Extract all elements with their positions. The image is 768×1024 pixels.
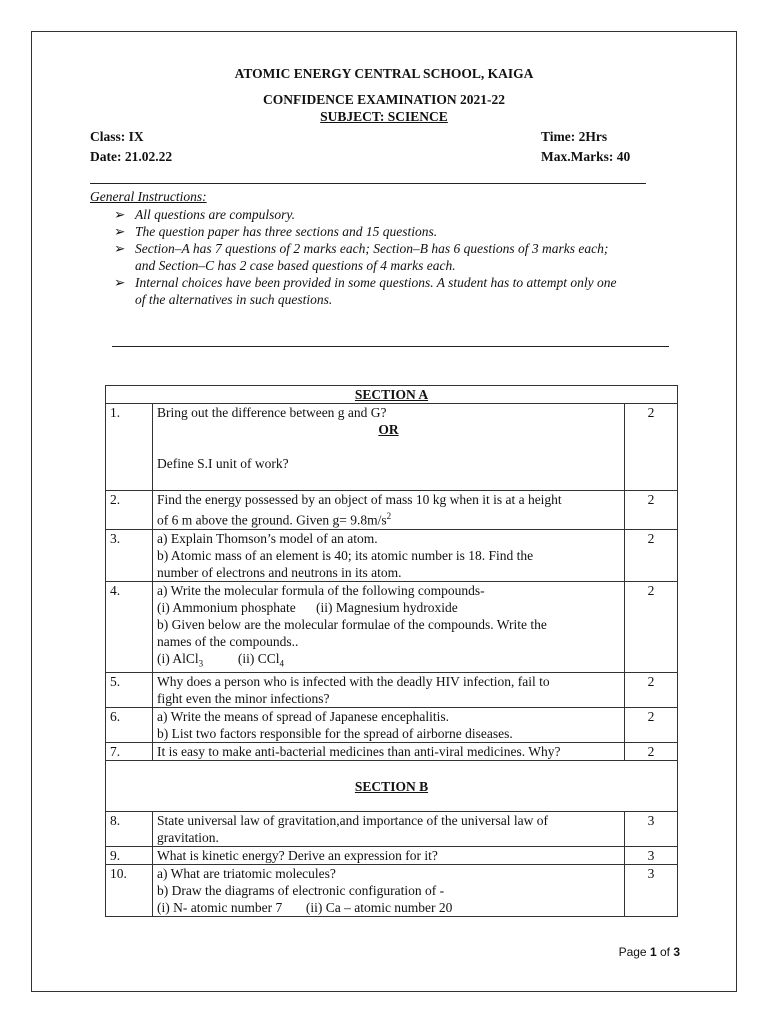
table-row — [106, 708, 678, 743]
section-a-header-row — [106, 386, 678, 404]
marks: 2 — [625, 743, 678, 761]
question-line: b) Given below are the molecular formulae of the compounds. Write the — [157, 616, 547, 632]
marks: 3 — [625, 847, 678, 865]
page-prefix: Page — [618, 945, 650, 959]
question-text — [153, 491, 625, 530]
question-number: 3. — [106, 529, 153, 581]
instruction-text: Section–A has 7 questions of 2 marks each; Section–B has 6 questions of 3 marks each; — [135, 241, 609, 256]
instruction-item — [114, 206, 684, 223]
question-text — [153, 743, 625, 761]
instruction-item — [114, 240, 684, 257]
exam-title: CONFIDENCE EXAMINATION 2021-22 — [262, 92, 505, 107]
subject-title: SUBJECT: SCIENCE — [320, 109, 448, 124]
question-line — [157, 650, 620, 673]
section-b-header-row — [106, 761, 678, 812]
question-line: names of the compounds.. — [157, 633, 299, 649]
question-number: 1. — [106, 404, 153, 491]
table-row — [106, 743, 678, 761]
page-of: of — [656, 945, 674, 959]
section-a-title: SECTION A — [106, 386, 678, 404]
question-line: a) What are triatomic molecules? — [157, 866, 336, 882]
arrow-bullet-icon: ➢ — [114, 207, 126, 222]
instruction-text: and Section–C has 2 case based questions of 4 marks each. — [135, 258, 456, 273]
arrow-bullet-icon: ➢ — [114, 241, 126, 256]
question-line: (i) N- atomic number 7 (ii) Ca – atomic number 20 — [157, 900, 453, 916]
question-number: 7. — [106, 743, 153, 761]
question-number: 8. — [106, 812, 153, 847]
instruction-text: The question paper has three sections and 15 questions. — [135, 224, 438, 239]
question-number: 4. — [106, 581, 153, 673]
question-text — [153, 404, 625, 491]
arrow-bullet-icon: ➢ — [114, 275, 126, 290]
page-total: 3 — [673, 945, 680, 959]
question-line-text: of 6 m above the ground. Given g= 9.8m/s — [157, 512, 387, 528]
instruction-item-continued — [114, 257, 684, 274]
question-number: 5. — [106, 673, 153, 708]
table-row — [106, 673, 678, 708]
table-row — [106, 491, 678, 530]
question-text — [153, 708, 625, 743]
question-number: 9. — [106, 847, 153, 865]
arrow-bullet-icon: ➢ — [114, 224, 126, 239]
table-row — [106, 812, 678, 847]
marks: 2 — [625, 404, 678, 491]
section-b-title — [106, 761, 678, 812]
table-row — [106, 847, 678, 865]
question-line: gravitation. — [157, 830, 219, 846]
question-text — [153, 581, 625, 673]
question-line: Define S.I unit of work? — [157, 456, 289, 471]
marks: 2 — [625, 529, 678, 581]
table-row — [106, 404, 678, 491]
instruction-text: of the alternatives in such questions. — [135, 292, 333, 307]
question-line: Find the energy possessed by an object of mass 10 kg when it is at a height — [157, 492, 562, 507]
table-row — [106, 865, 678, 917]
question-line: Why does a person who is infected with the deadly HIV infection, fail to — [157, 674, 550, 690]
question-line: (i) Ammonium phosphate (ii) Magnesium hydroxide — [157, 599, 458, 615]
question-line: b) Draw the diagrams of electronic configuration of - — [157, 883, 445, 899]
divider-top — [90, 183, 646, 184]
question-line: a) Explain Thomson’s model of an atom. — [157, 530, 378, 546]
table-row — [106, 581, 678, 673]
question-line: number of electrons and neutrons in its atom. — [157, 564, 402, 580]
page-number — [560, 945, 680, 959]
question-line — [157, 508, 620, 529]
subscript: 4 — [279, 658, 285, 669]
class-label: Class: IX — [90, 129, 144, 144]
marks: 3 — [625, 865, 678, 917]
school-name: ATOMIC ENERGY CENTRAL SCHOOL, KAIGA — [234, 66, 534, 81]
question-line: fight even the minor infections? — [157, 691, 330, 707]
max-marks-label: Max.Marks: 40 — [541, 149, 631, 164]
instruction-item — [114, 223, 684, 240]
table-row — [106, 529, 678, 581]
question-line: a) Write the molecular formula of the following compounds- — [157, 582, 485, 598]
subject-wrap — [0, 109, 768, 125]
instructions-list — [114, 206, 684, 308]
marks: 2 — [625, 673, 678, 708]
question-line: b) Atomic mass of an element is 40; its atomic number is 18. Find the — [157, 547, 534, 563]
marks: 2 — [625, 581, 678, 673]
marks: 2 — [625, 708, 678, 743]
question-line: What is kinetic energy? Derive an expression for it? — [157, 848, 438, 864]
date-label: Date: 21.02.22 — [90, 149, 173, 164]
question-line: Bring out the difference between g and G? — [157, 405, 387, 420]
marks: 3 — [625, 812, 678, 847]
question-line: State universal law of gravitation,and importance of the universal law of — [157, 813, 548, 829]
formula-text: (ii) CCl — [237, 650, 280, 666]
instruction-text: Internal choices have been provided in some questions. A student has to attempt only one — [135, 275, 617, 290]
instruction-item-continued — [114, 291, 684, 308]
question-line: It is easy to make anti-bacterial medicines than anti-viral medicines. Why? — [157, 744, 561, 760]
subscript: 3 — [198, 658, 204, 669]
question-line: b) List two factors responsible for the spread of airborne diseases. — [157, 726, 513, 742]
question-table — [105, 385, 678, 917]
page-current: 1 — [649, 945, 657, 959]
question-line: a) Write the means of spread of Japanese encephalitis. — [157, 709, 449, 725]
question-text — [153, 673, 625, 708]
time-label: Time: 2Hrs — [541, 129, 608, 144]
question-number: 10. — [106, 865, 153, 917]
formula-text: (i) AlCl — [157, 650, 199, 666]
question-number: 6. — [106, 708, 153, 743]
marks: 2 — [625, 491, 678, 530]
question-text — [153, 865, 625, 917]
instruction-text: All questions are compulsory. — [135, 207, 295, 222]
instructions-heading: General Instructions: — [90, 189, 207, 204]
or-label: OR — [378, 422, 399, 437]
question-text — [153, 812, 625, 847]
question-text — [153, 529, 625, 581]
divider-bottom — [112, 346, 669, 347]
section-b-title-text: SECTION B — [354, 778, 429, 794]
instruction-item — [114, 274, 684, 291]
question-text — [153, 847, 625, 865]
superscript: 2 — [386, 511, 392, 521]
question-number: 2. — [106, 491, 153, 530]
